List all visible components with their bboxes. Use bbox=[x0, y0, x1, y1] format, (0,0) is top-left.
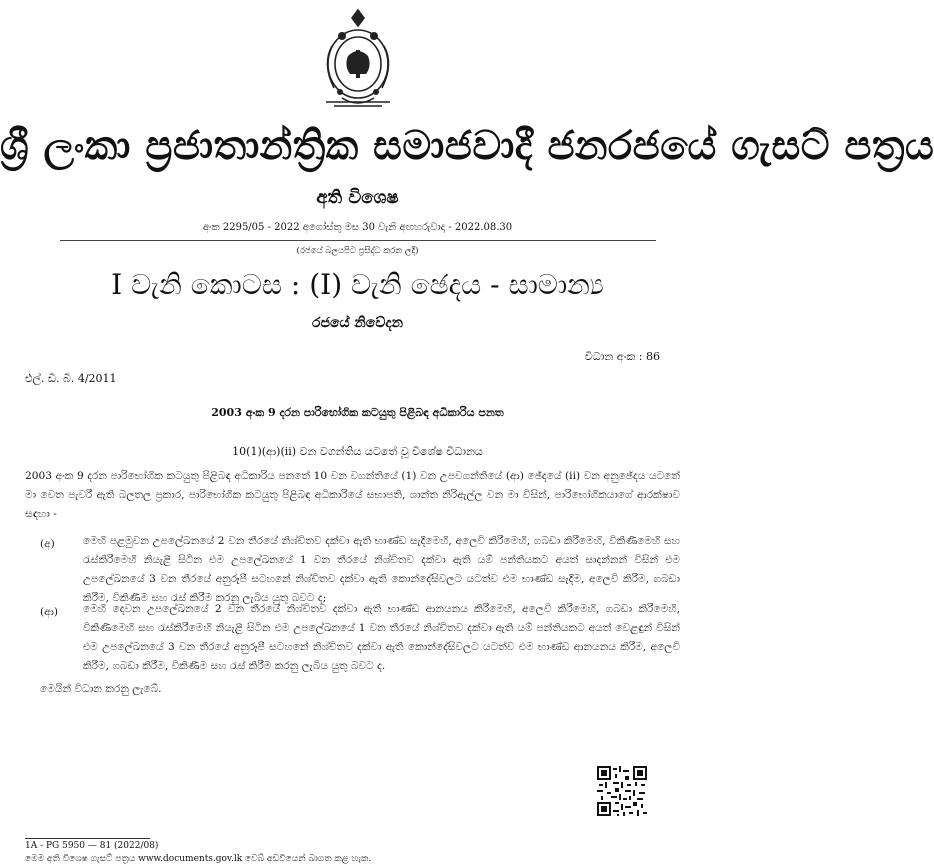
footer-divider bbox=[25, 838, 150, 839]
closing-line: මෙයින් විධාන කරනු ලැබේ. bbox=[40, 683, 162, 695]
print-code: 1A - PG 5950 — 81 (2022/08) bbox=[25, 841, 159, 851]
website-note: මෙම අති විශෙෂ ගැසට් පත්‍රය www.documents.gov.lk වෙබ් අඩවියෙන් බාගත කළ හැක. bbox=[25, 854, 372, 864]
item-label: (ආ) bbox=[40, 606, 59, 618]
notice-heading: 2003 අංක 9 දරන පාරිභෝගික කටයුතු පිළිබඳ අධිකාරිය පනත bbox=[211, 406, 504, 419]
section-title: රජයේ නිවේදන bbox=[312, 315, 403, 331]
rule-number: විධාන අංක : 86 bbox=[584, 350, 660, 363]
item-text: මෙහි පළමුවන උපලේඛනයේ 2 වන තීරයේ නිශ්චිතව දක්වා ඇති භාණ්ඩ සැදීමෙහි, අලෙවි කිරීමෙහි, ගබඩා කිරීමෙහි, විකිණීමෙහි සහ රැස්කිරීමෙහි නියැළී සිටින එම උපලේඛනයේ 1 වන තීරයේ නිශ්චිතව දක්වා ඇති යම් පන්තියකට අයත් සාදන්නන් විසින් එම උපලේඛනයේ 3 වන තීරයේ අනුරූපී සටහනේ නිශ්චිතව දක්වා ඇති කොන්දේසිවලට යටත්ව එම භාණ්ඩ සැදීම, අලෙවි කිරීම, ගබඩා කිරීම, විකිණීම සහ රැස් කිරීම කරනු ලැබිය යුතු බවට ද; bbox=[83, 535, 680, 604]
notice-subheading: 10(1)(ආ)(ii) වන වගන්තිය යටතේ වූ විශේෂ විධානය bbox=[232, 445, 483, 458]
sri-lanka-emblem-icon bbox=[312, 6, 404, 114]
header-divider bbox=[60, 240, 656, 241]
issue-line: අංක 2295/05 - 2022 අගෝස්තු මස 30 වැනි අඟහරුවාදා - 2022.08.30 bbox=[202, 222, 513, 233]
reference-number: එල්. ඩී. බී. 4/2011 bbox=[25, 372, 117, 385]
extraordinary-label: අති විශෙෂ bbox=[316, 187, 399, 208]
part-title: I වැනි කොටස : (I) වැනි ඡෙදය - සාමාන්‍ය bbox=[111, 268, 604, 301]
item-text: මෙහි දෙවන උපලේඛනයේ 2 වන තීරයේ නිශ්චිතව දක්වා ඇති භාණ්ඩ ආනයනය කිරීමෙහි, අලෙවි කිරීමෙහි, ගබඩා කිරීමෙහි, විකිණීමෙහි සහ රැස්කිරීමෙහි නියැළී සිටින එම උපලේඛනයේ 1 වන තීරයේ නිශ්චිතව දක්වා ඇති යම් පන්තියකට අයත් වෙළඳුන් විසින් එම උපලේඛනයේ 3 වන තීරයේ අනුරූපී සටහනේ නිශ්චිතව දක්වා ඇති කොන්දේසිවලට යටත්ව එම භාණ්ඩ ආනයනය කිරීම, අලෙවි කිරීම, ගබඩා කිරීම, විකිණීම සහ රැස් කිරීම කරනු ලැබිය යුතු බවට ද. bbox=[83, 603, 680, 672]
gazette-title: ශ්‍රී ලංකා ප්‍රජාතාන්ත්‍රික සමාජවාදී ජනරජයේ ගැසට් පත්‍රය bbox=[0, 122, 934, 169]
authority-line: (රජයේ බලයපිට ප්‍රසිද්ධ කරන ලදී) bbox=[296, 246, 419, 256]
intro-paragraph: 2003 අංක 9 දරන පාරිභෝගික කටයුතු පිළිබඳ අධිකාරිය පනතේ 10 වන වගන්තියේ (1) වන උපවගන්තියේ (ආ) ඡේදයේ (ii) වන අනුඡේදය යටතේ මා වෙත පැවරී ඇති බලතල ප්‍රකාර, පාරිභෝගික කටයුතු පිළිබඳ අධිකාරියේ සභාපති, ශාන්ත නිරිඇල්ල වන මා විසින්, පාරිභෝගිකයාගේ ආරක්ෂාව සඳහා - bbox=[25, 470, 680, 520]
item-label: (අ) bbox=[40, 538, 55, 550]
qr-code-icon bbox=[597, 766, 647, 816]
